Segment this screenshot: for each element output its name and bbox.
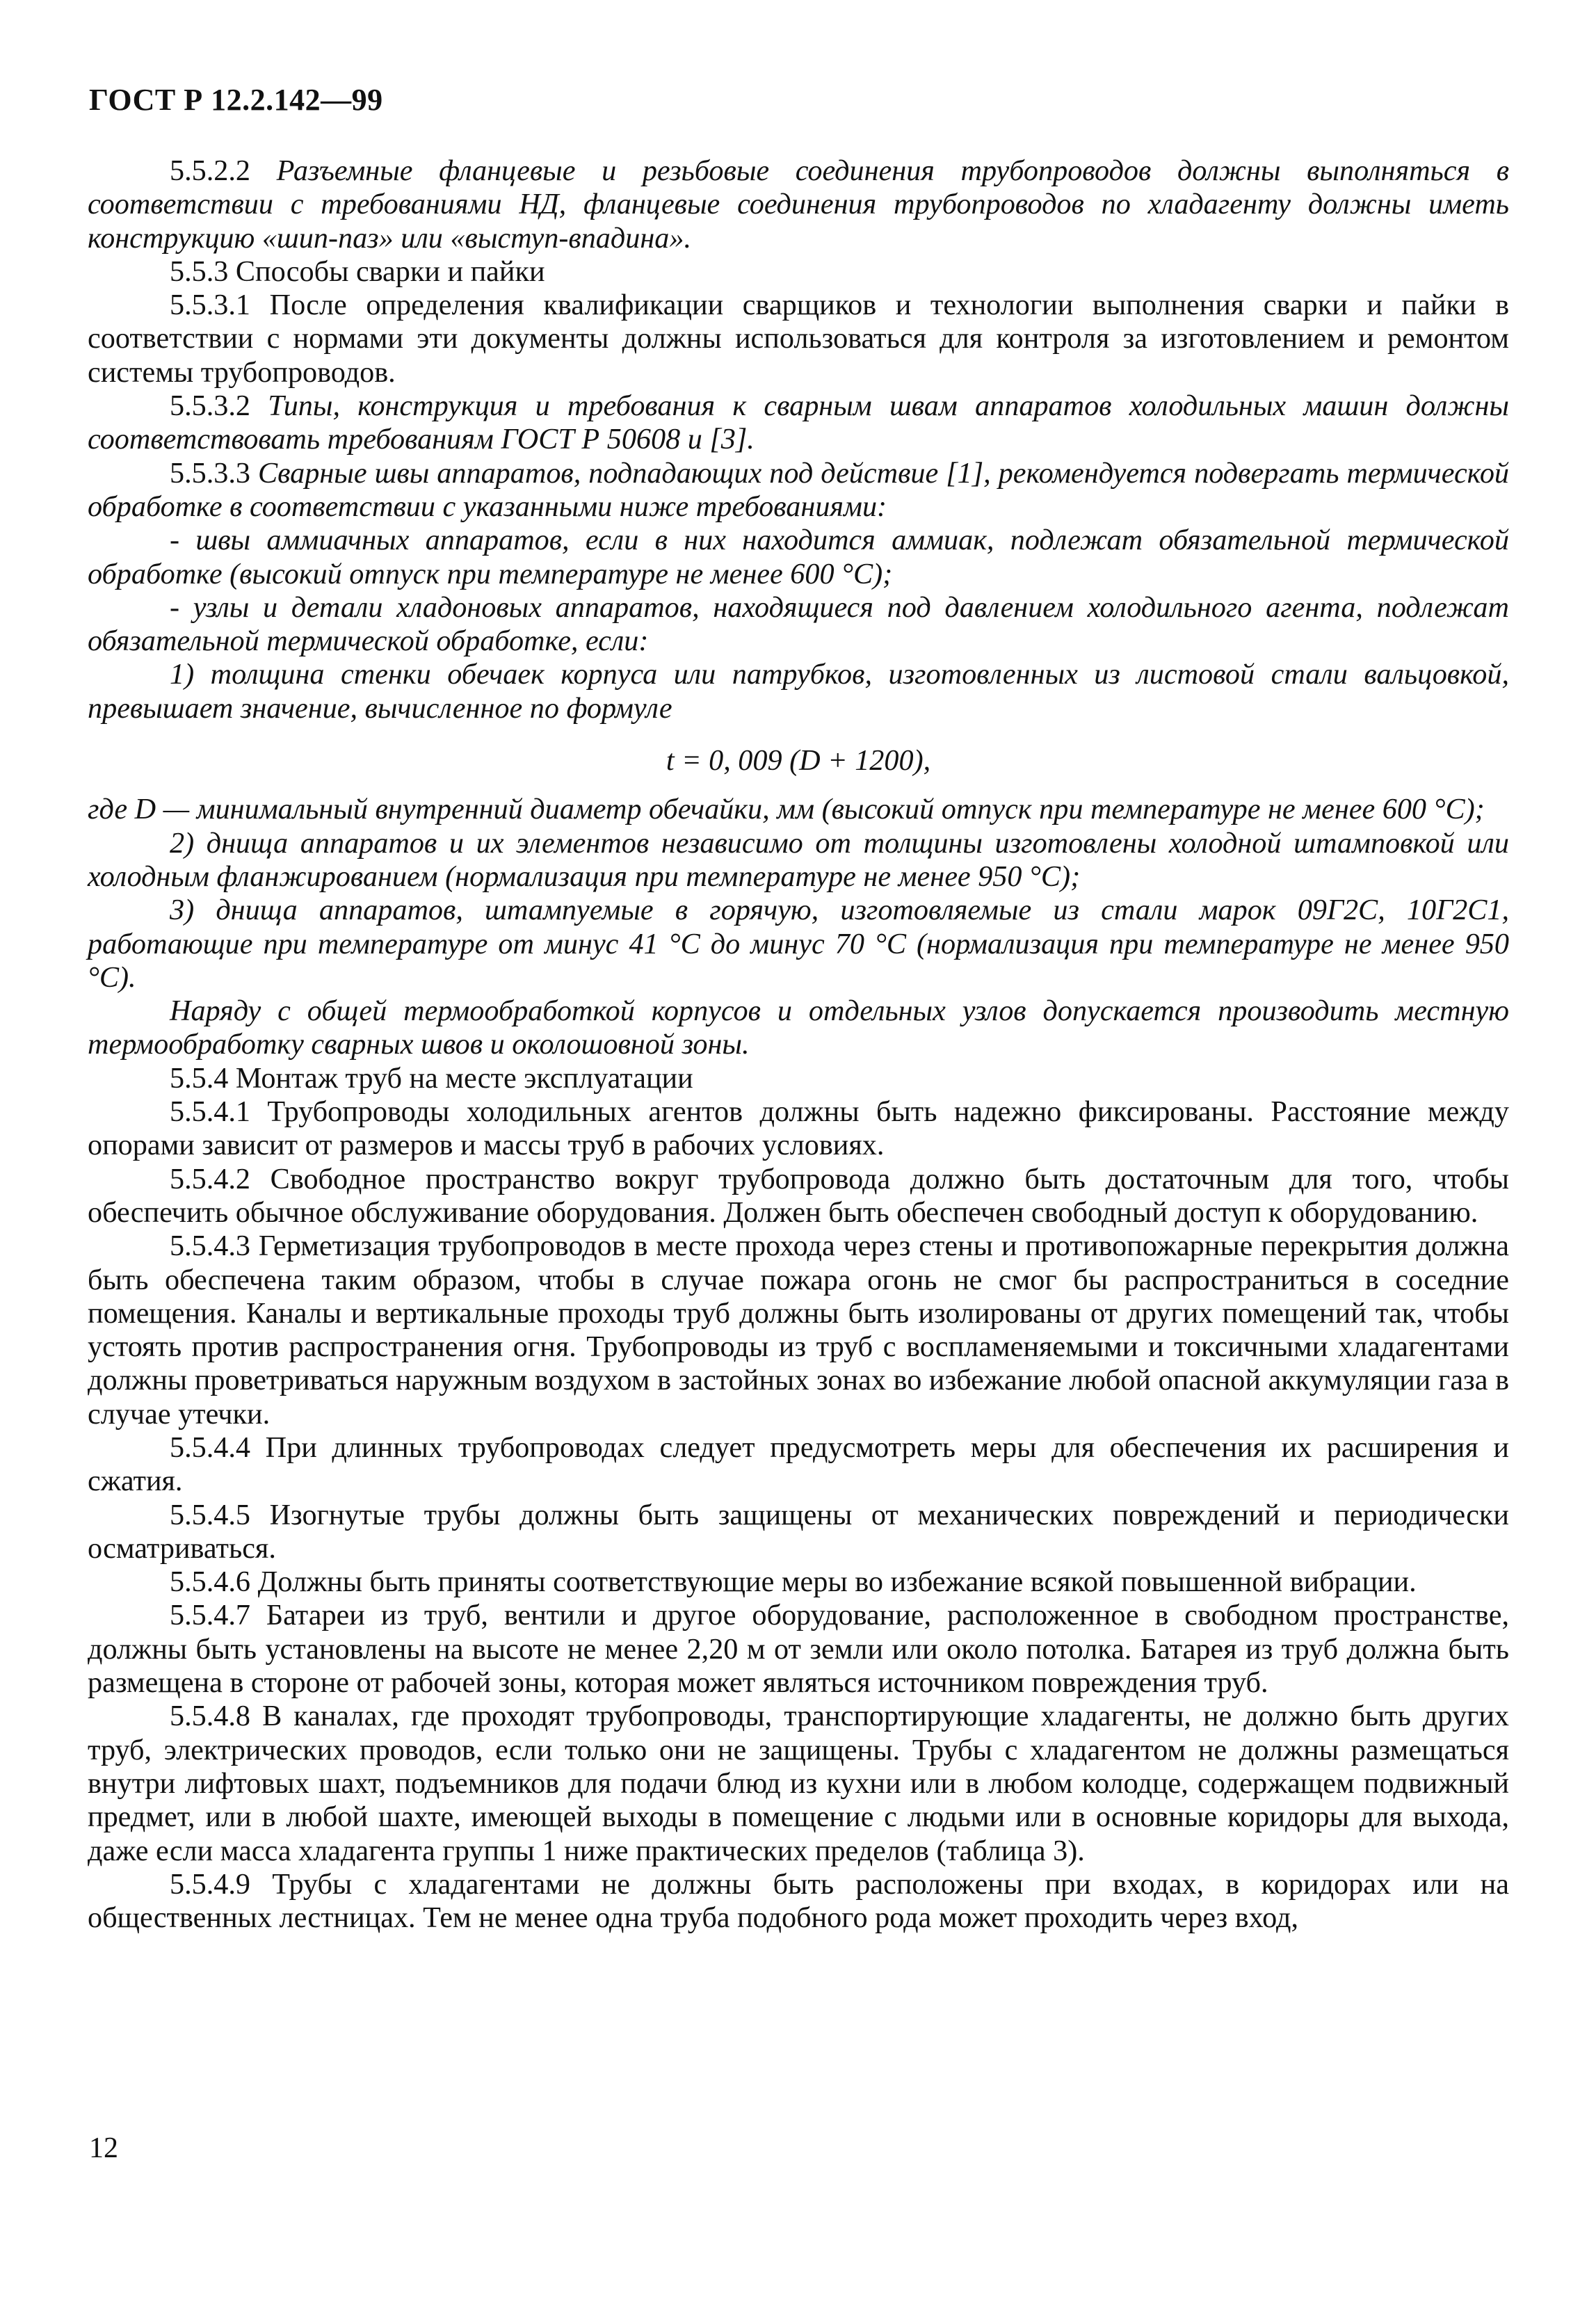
paragraph-5-5-4-3: 5.5.4.3 Герметизация трубопроводов в месте прохода через стены и противопожарные перекрытия должна быть обеспечена таким образом, чтобы в случае пожара огонь не смог бы распространиться в соседние помещения. Каналы и вертикальные проходы труб должны быть изолированы от других помещений так, чтобы устоять против распространения огня. Трубопроводы из труб с воспламеняемыми и токсичными хладагентами должны проветриваться наружным воздухом в застойных зонах во избежание любой опасной аккумуляции газа в случае утечки. bbox=[88, 1230, 1509, 1431]
paragraph-5-5-3-1: 5.5.3.1 После определения квалификации сварщиков и технологии выполнения сварки и пайки в соответствии с нормами эти документы должны использоваться для контроля за изготовлением и ремонтом системы трубопроводов. bbox=[88, 289, 1510, 389]
paragraph-5-5-4-6: 5.5.4.6 Должны быть приняты соответствующие меры во избежание всякой повышенной вибрации. bbox=[170, 1565, 1417, 1599]
page-number: 12 bbox=[89, 2132, 118, 2164]
list-item-cold-stamped: 2) днища аппаратов и их элементов независимо от толщины изготовлены холодной штамповкой или холодным фланжированием (нормализация при температуре не менее 950 °С); bbox=[88, 826, 1509, 893]
list-item-wall-thickness: 1) толщина стенки обечаек корпуса или патрубков, изготовленных из листовой стали вальцовкой, превышает значение, вычисленное по формуле bbox=[88, 658, 1509, 725]
paragraph-local-heat-treatment: Наряду с общей термообработкой корпусов и отдельных узлов допускается производить местную термообработку сварных швов и околошовной зоны. bbox=[88, 994, 1509, 1061]
paragraph-5-5-4-7: 5.5.4.7 Батареи из труб, вентили и другое оборудование, расположенное в свободном пространстве, должны быть установлены на высоте не менее 2,20 м от земли или около потолка. Батарея из труб должна быть размещена в стороне от рабочей зоны, которая может являться источником повреждения труб. bbox=[88, 1599, 1509, 1700]
list-item-freon: - узлы и детали хладоновых аппаратов, находящиеся под давлением холодильного агента, подлежат обязательной термической обработке, если: bbox=[88, 590, 1509, 658]
paragraph-5-5-4-1: 5.5.4.1 Трубопроводы холодильных агентов должны быть надежно фиксированы. Расстояние между опорами зависит от размеров и массы труб в рабочих условиях. bbox=[88, 1095, 1509, 1162]
list-item-ammonia: - швы аммиачных аппаратов, если в них находится аммиак, подлежат обязательной термической обработке (высокий отпуск при температуре не менее 600 °С); bbox=[88, 524, 1509, 590]
paragraph-5-5-4: 5.5.4 Монтаж труб на месте эксплуатации bbox=[170, 1061, 693, 1095]
document-body bbox=[88, 154, 1509, 1935]
paragraph-5-5-3-2: 5.5.3.2 Типы, конструкция и требования к сварным швам аппаратов холодильных машин должны соответствовать требованиям ГОСТ Р 50608 и [3]. bbox=[88, 389, 1510, 456]
paragraph-5-5-4-4: 5.5.4.4 При длинных трубопроводах следует предусмотреть меры для обеспечения их расширения и сжатия. bbox=[88, 1431, 1509, 1498]
paragraph-5-5-2-2: 5.5.2.2 Разъемные фланцевые и резьбовые соединения трубопроводов должны выполняться в соответствии с требованиями НД, фланцевые соединения трубопроводов по хладагенту должны иметь конструкцию «шип-паз» или «выступ-впадина». bbox=[88, 154, 1510, 255]
paragraph-5-5-3: 5.5.3 Способы сварки и пайки bbox=[170, 255, 545, 288]
paragraph-5-5-3-3: 5.5.3.3 Сварные швы аппаратов, подпадающих под действие [1], рекомендуется подвергать термической обработке в соответствии с указанными ниже требованиями: bbox=[88, 456, 1510, 523]
paragraph-5-5-4-5: 5.5.4.5 Изогнутые трубы должны быть защищены от механических повреждений и периодически осматриваться. bbox=[88, 1498, 1509, 1565]
list-item-hot-stamped: 3) днища аппаратов, штампуемые в горячую, изготовляемые из стали марок 09Г2С, 10Г2С1, работающие при температуре от минус 41 °С до минус 70 °С (нормализация при температуре не менее 950 °С). bbox=[88, 894, 1509, 994]
formula-explanation: где D — минимальный внутренний диаметр обечайки, мм (высокий отпуск при температуре не менее 600 °С); bbox=[88, 793, 1485, 826]
document-header: ГОСТ Р 12.2.142—99 bbox=[89, 83, 383, 117]
paragraph-5-5-4-2: 5.5.4.2 Свободное пространство вокруг трубопровода должно быть достаточным для того, чтобы обеспечить обычное обслуживание оборудования. Должен быть обеспечен свободный доступ к оборудованию. bbox=[88, 1162, 1509, 1229]
paragraph-5-5-4-8: 5.5.4.8 В каналах, где проходят трубопроводы, транспортирующие хладагенты, не должно быть других труб, электрических проводов, если только они не защищены. Трубы с хладагентом не должны размещаться внутри лифтовых шахт, подъемников для подачи блюд из кухни или в любом колодце, содержащем подвижный предмет, или в любой шахте, имеющей выходы в помещение с людьми или в основные коридоры для выхода, даже если масса хладагента группы 1 ниже практических пределов (таблица 3). bbox=[88, 1700, 1509, 1867]
paragraph-5-5-4-9: 5.5.4.9 Трубы с хладагентами не должны быть расположены при входах, в коридорах или на общественных лестницах. Тем не менее одна труба подобного рода может проходить через вход, bbox=[88, 1867, 1509, 1935]
formula: t = 0, 009 (D + 1200), bbox=[666, 744, 931, 778]
